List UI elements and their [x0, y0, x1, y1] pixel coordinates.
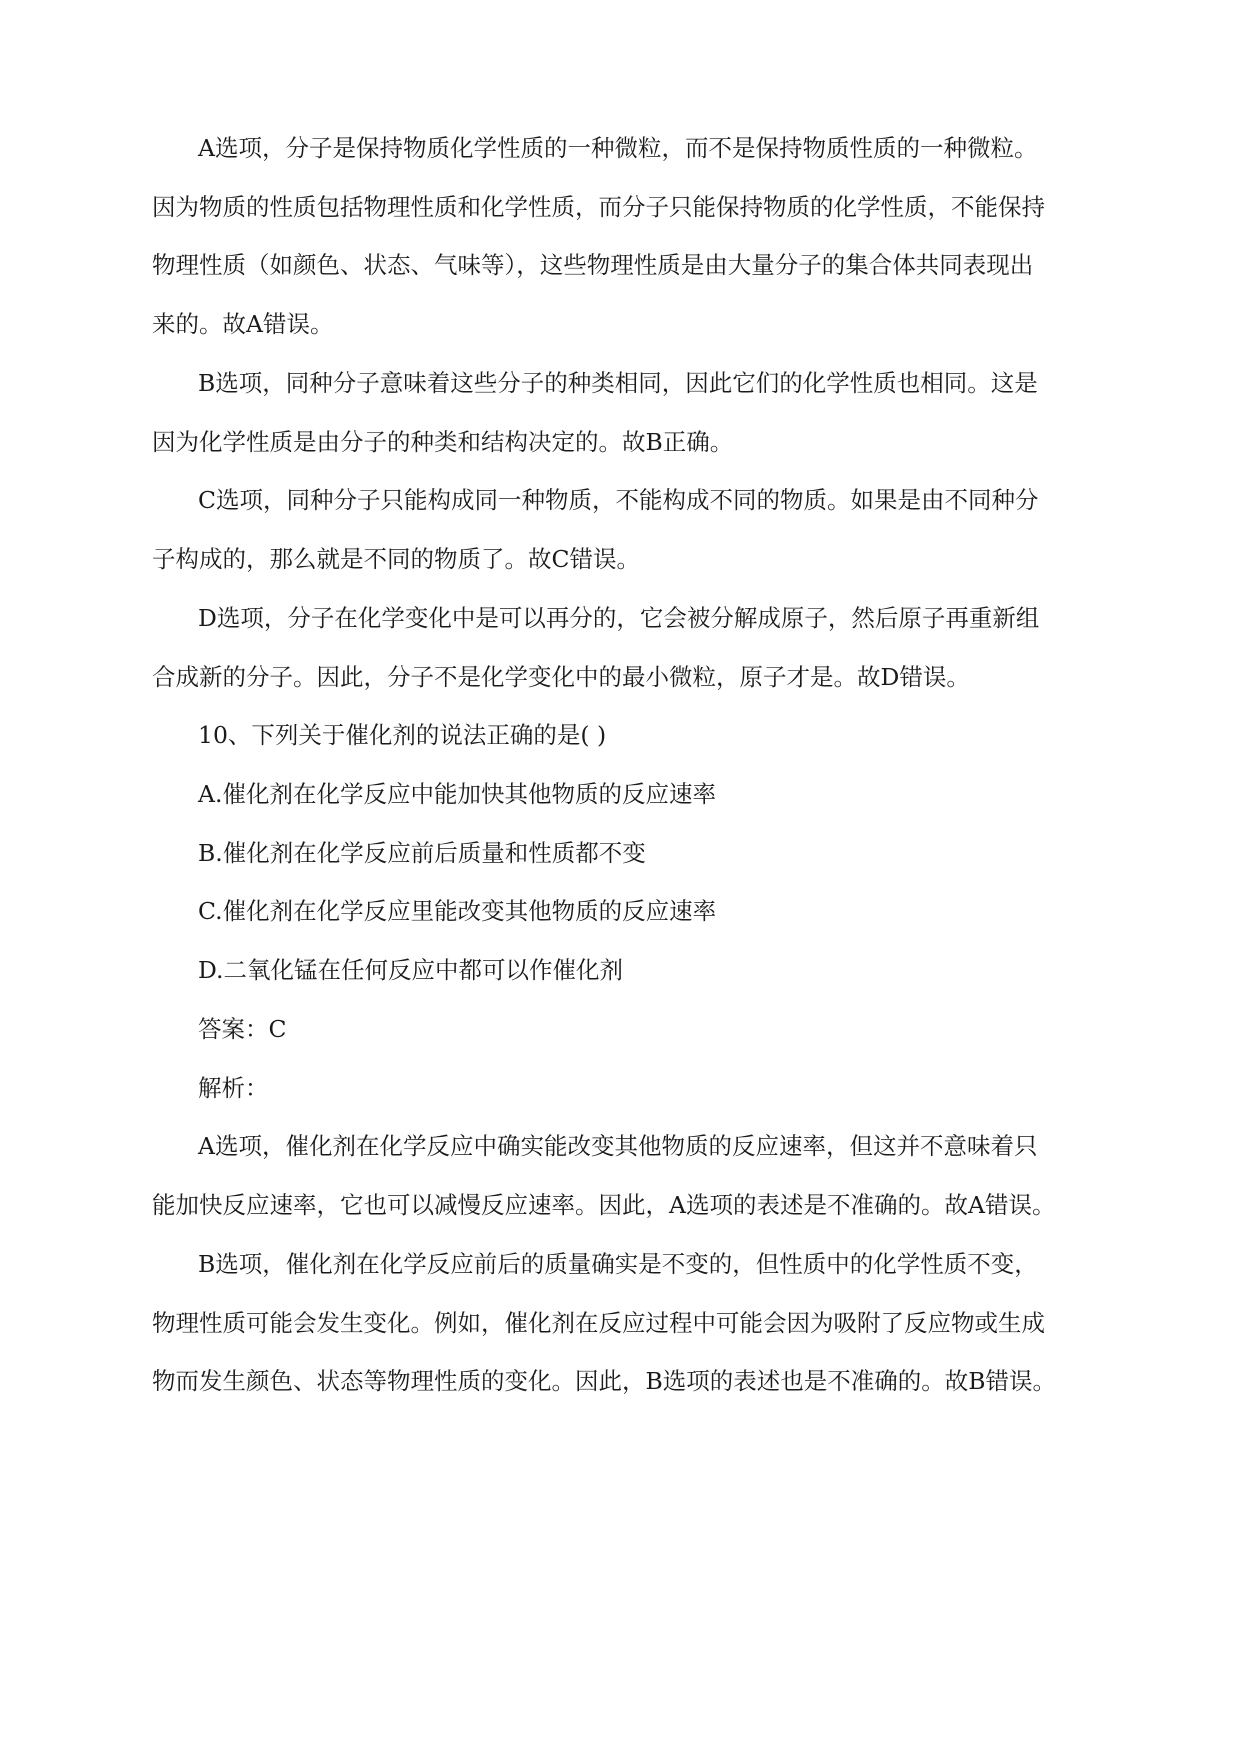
analysis-option-a-line-1: A选项，催化剂在化学反应中确实能改变其他物质的反应速率，但这并不意味着只: [198, 1132, 1038, 1160]
paragraph-option-a-line-1: A选项，分子是保持物质化学性质的一种微粒，而不是保持物质性质的一种微粒。: [198, 134, 1038, 162]
paragraph-option-d-line-1: D选项，分子在化学变化中是可以再分的，它会被分解成原子，然后原子再重新组: [198, 604, 1040, 632]
question-10-choice-b: B.催化剂在化学反应前后质量和性质都不变: [198, 839, 646, 867]
question-10-choice-a: A.催化剂在化学反应中能加快其他物质的反应速率: [198, 780, 716, 808]
question-10-stem: 10、下列关于催化剂的说法正确的是( ): [198, 721, 607, 749]
paragraph-option-b-line-2: 因为化学性质是由分子的种类和结构决定的。故B正确。: [152, 428, 734, 456]
paragraph-option-c-line-1: C选项，同种分子只能构成同一种物质，不能构成不同的物质。如果是由不同种分: [198, 486, 1039, 514]
paragraph-option-a-line-2: 因为物质的性质包括物理性质和化学性质，而分子只能保持物质的化学性质，不能保持: [152, 193, 1045, 221]
paragraph-option-d-line-2: 合成新的分子。因此，分子不是化学变化中的最小微粒，原子才是。故D错误。: [152, 663, 970, 691]
answer-line: 答案：C: [198, 1015, 287, 1043]
paragraph-option-a-line-4: 来的。故A错误。: [152, 310, 334, 338]
analysis-option-b-line-3: 物而发生颜色、状态等物理性质的变化。因此，B选项的表述也是不准确的。故B错误。: [152, 1367, 1057, 1395]
paragraph-option-b-line-1: B选项，同种分子意味着这些分子的种类相同，因此它们的化学性质也相同。这是: [198, 369, 1038, 397]
paragraph-option-c-line-2: 子构成的，那么就是不同的物质了。故C错误。: [152, 545, 640, 573]
analysis-option-b-line-1: B选项，催化剂在化学反应前后的质量确实是不变的，但性质中的化学性质不变，: [198, 1250, 1038, 1278]
analysis-option-a-line-2: 能加快反应速率，它也可以减慢反应速率。因此，A选项的表述是不准确的。故A错误。: [152, 1191, 1056, 1219]
analysis-option-b-line-2: 物理性质可能会发生变化。例如，催化剂在反应过程中可能会因为吸附了反应物或生成: [152, 1309, 1045, 1337]
question-10-choice-c: C.催化剂在化学反应里能改变其他物质的反应速率: [198, 897, 717, 925]
analysis-heading: 解析：: [198, 1074, 269, 1102]
question-10-choice-d: D.二氧化锰在任何反应中都可以作催化剂: [198, 956, 623, 984]
paragraph-option-a-line-3: 物理性质（如颜色、状态、气味等），这些物理性质是由大量分子的集合体共同表现出: [152, 251, 1034, 279]
